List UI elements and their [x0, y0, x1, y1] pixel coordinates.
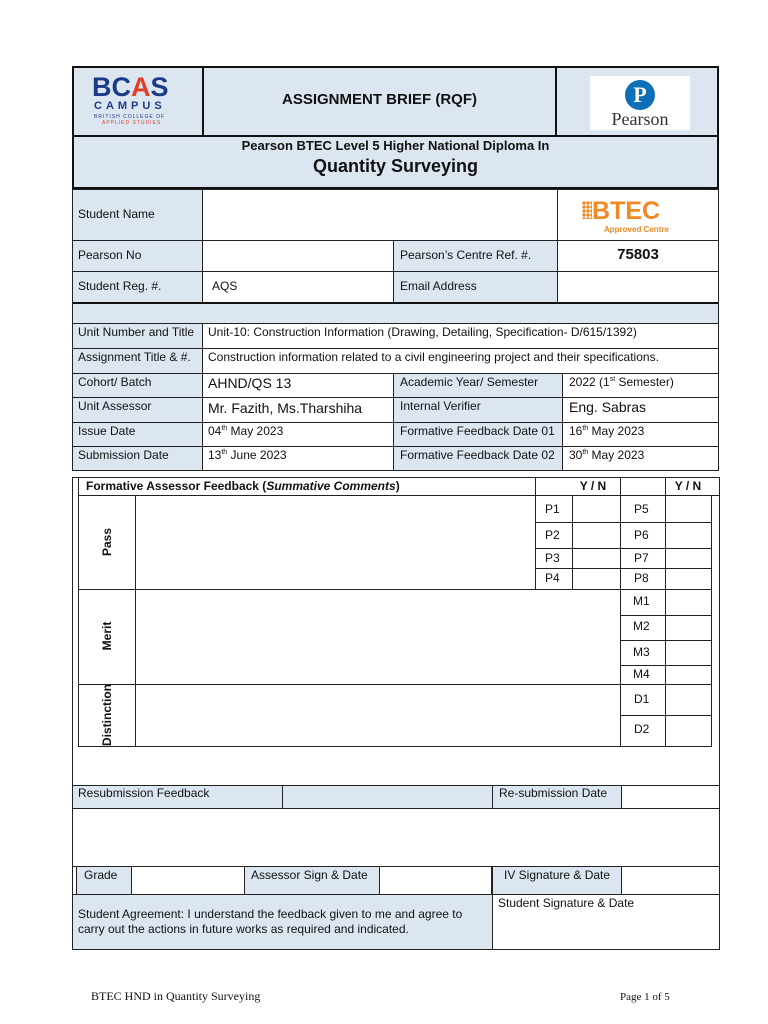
submission-label: Submission Date	[78, 448, 169, 462]
criteria-p5-yn[interactable]	[665, 495, 712, 523]
bcas-logo-tagline-1: BRITISH COLLEGE OF	[94, 114, 166, 120]
cohort-label: Cohort/ Batch	[78, 375, 152, 389]
criteria-m3-yn[interactable]	[665, 640, 712, 666]
criteria-p3-yn[interactable]	[572, 548, 621, 569]
criteria-m4-label: M4	[633, 667, 650, 681]
resub-date-label: Re-submission Date	[499, 786, 608, 800]
criteria-p3-label: P3	[545, 551, 560, 565]
pearson-logo	[590, 76, 690, 130]
centre-ref-value: 75803	[617, 246, 659, 263]
pearson-logo-text: Pearson	[611, 109, 669, 129]
assessor-label: Unit Assessor	[78, 399, 152, 413]
academic-value: 2022 (1st Semester)	[569, 375, 674, 389]
ff2-value: 30th May 2023	[569, 448, 645, 462]
reg-label: Student Reg. #.	[78, 279, 162, 293]
pearson-p-icon: P	[625, 80, 655, 110]
criteria-p6-label: P6	[634, 528, 649, 542]
resub-date-field[interactable]	[621, 785, 720, 809]
bcas-logo-campus: CAMPUS	[94, 100, 166, 112]
criteria-m1-label: M1	[633, 594, 650, 608]
student-name-field[interactable]	[202, 189, 558, 241]
academic-label: Academic Year/ Semester	[400, 375, 539, 389]
criteria-p4-label: P4	[545, 571, 560, 585]
criteria-p8-yn[interactable]	[665, 568, 712, 590]
iv-value: Eng. Sabras	[569, 399, 647, 415]
ff1-label: Formative Feedback Date 01	[400, 424, 555, 438]
criteria-m2-yn[interactable]	[665, 615, 712, 641]
criteria-m3-label: M3	[633, 645, 650, 659]
btec-logo-dots-icon	[582, 201, 592, 219]
assessor-sign-field[interactable]	[379, 866, 492, 895]
criteria-p2-label: P2	[545, 528, 560, 542]
criteria-p7-yn[interactable]	[665, 548, 712, 569]
pass-label: Pass	[100, 527, 114, 557]
merit-label: Merit	[100, 621, 114, 651]
criteria-m1-yn[interactable]	[665, 589, 712, 616]
assignment-label: Assignment Title & #.	[78, 350, 191, 364]
reg-value: AQS	[212, 279, 238, 293]
btec-logo-text: BTEC	[592, 197, 661, 225]
criteria-p8-label: P8	[634, 571, 649, 585]
student-name-label: Student Name	[78, 207, 155, 221]
criteria-p4-yn[interactable]	[572, 568, 621, 590]
issue-value: 04th May 2023	[208, 424, 284, 438]
criteria-p1-yn[interactable]	[572, 495, 621, 523]
yn-header-right: Y / N	[674, 479, 702, 493]
criteria-p6-yn[interactable]	[665, 522, 712, 549]
resub-feedback-value-cell[interactable]	[282, 785, 493, 809]
criteria-p2-yn[interactable]	[572, 522, 621, 549]
btec-logo-subtext: Approved Centre	[604, 225, 669, 234]
criteria-p7-label: P7	[634, 551, 649, 565]
criteria-m2-label: M2	[633, 619, 650, 633]
bcas-logo-main: BCAS	[92, 72, 169, 102]
bcas-logo-tagline-2: APPLIED STUDIES	[102, 120, 162, 126]
pearson-no-label: Pearson No	[78, 248, 142, 262]
iv-sign-field[interactable]	[621, 866, 720, 895]
distinction-label: Distinction	[100, 684, 114, 746]
page-number: Page 1 of 5	[620, 991, 670, 1003]
resub-feedback-label: Resubmission Feedback	[78, 786, 210, 800]
ff2-label: Formative Feedback Date 02	[400, 448, 555, 462]
student-agreement-line-1: Student Agreement: I understand the feedback given to me and agree to	[78, 907, 463, 921]
pearson-no-field[interactable]	[202, 240, 394, 272]
unit-value: Unit-10: Construction Information (Drawing, Detailing, Specification- D/615/1392)	[208, 325, 637, 339]
submission-value: 13th June 2023	[208, 448, 287, 462]
criteria-m4-yn[interactable]	[665, 665, 712, 685]
feedback-heading: Formative Assessor Feedback (Summative Comments)	[86, 479, 400, 493]
issue-label: Issue Date	[78, 424, 136, 438]
assignment-brief-title: ASSIGNMENT BRIEF (RQF)	[282, 91, 477, 108]
iv-sign-label: IV Signature & Date	[504, 868, 611, 882]
assessor-sign-label: Assessor Sign & Date	[251, 868, 368, 882]
criteria-d2-label: D2	[634, 722, 650, 736]
grade-field[interactable]	[131, 866, 245, 895]
bcas-logo	[88, 72, 184, 132]
assignment-value: Construction information related to a civil engineering project and their specifications.	[208, 350, 659, 364]
criteria-d1-yn[interactable]	[665, 684, 712, 716]
program-subtitle: Pearson BTEC Level 5 Higher National Diploma In	[241, 138, 550, 153]
separator-row	[72, 302, 719, 324]
grade-label: Grade	[84, 868, 118, 882]
assessor-value: Mr. Fazith, Ms.Tharshiha	[208, 400, 363, 416]
yn-header-left: Y / N	[579, 479, 607, 493]
resub-comment-field[interactable]	[72, 808, 720, 867]
footer-left: BTEC HND in Quantity Surveying	[91, 989, 261, 1003]
distinction-comment-field[interactable]	[135, 684, 621, 747]
program-title: Quantity Surveying	[312, 156, 479, 176]
unit-label: Unit Number and Title	[78, 325, 195, 339]
criteria-p1-label: P1	[545, 502, 560, 516]
pass-comment-field[interactable]	[135, 495, 536, 590]
student-agreement-line-2: carry out the actions in future works as required and indicated.	[78, 922, 409, 936]
criteria-d2-yn[interactable]	[665, 715, 712, 747]
criteria-d1-label: D1	[634, 692, 650, 706]
ff1-value: 16th May 2023	[569, 424, 645, 438]
criteria-p5-label: P5	[634, 502, 649, 516]
cohort-value: AHND/QS 13	[208, 375, 292, 391]
email-label: Email Address	[400, 279, 477, 293]
iv-label: Internal Verifier	[400, 399, 481, 413]
centre-ref-label: Pearson’s Centre Ref. #.	[400, 248, 532, 262]
student-sign-label: Student Signature & Date	[498, 896, 635, 910]
btec-logo	[580, 195, 686, 237]
email-field[interactable]	[557, 271, 719, 303]
yn-header-gap-cell	[620, 477, 666, 496]
merit-comment-field[interactable]	[135, 589, 621, 685]
